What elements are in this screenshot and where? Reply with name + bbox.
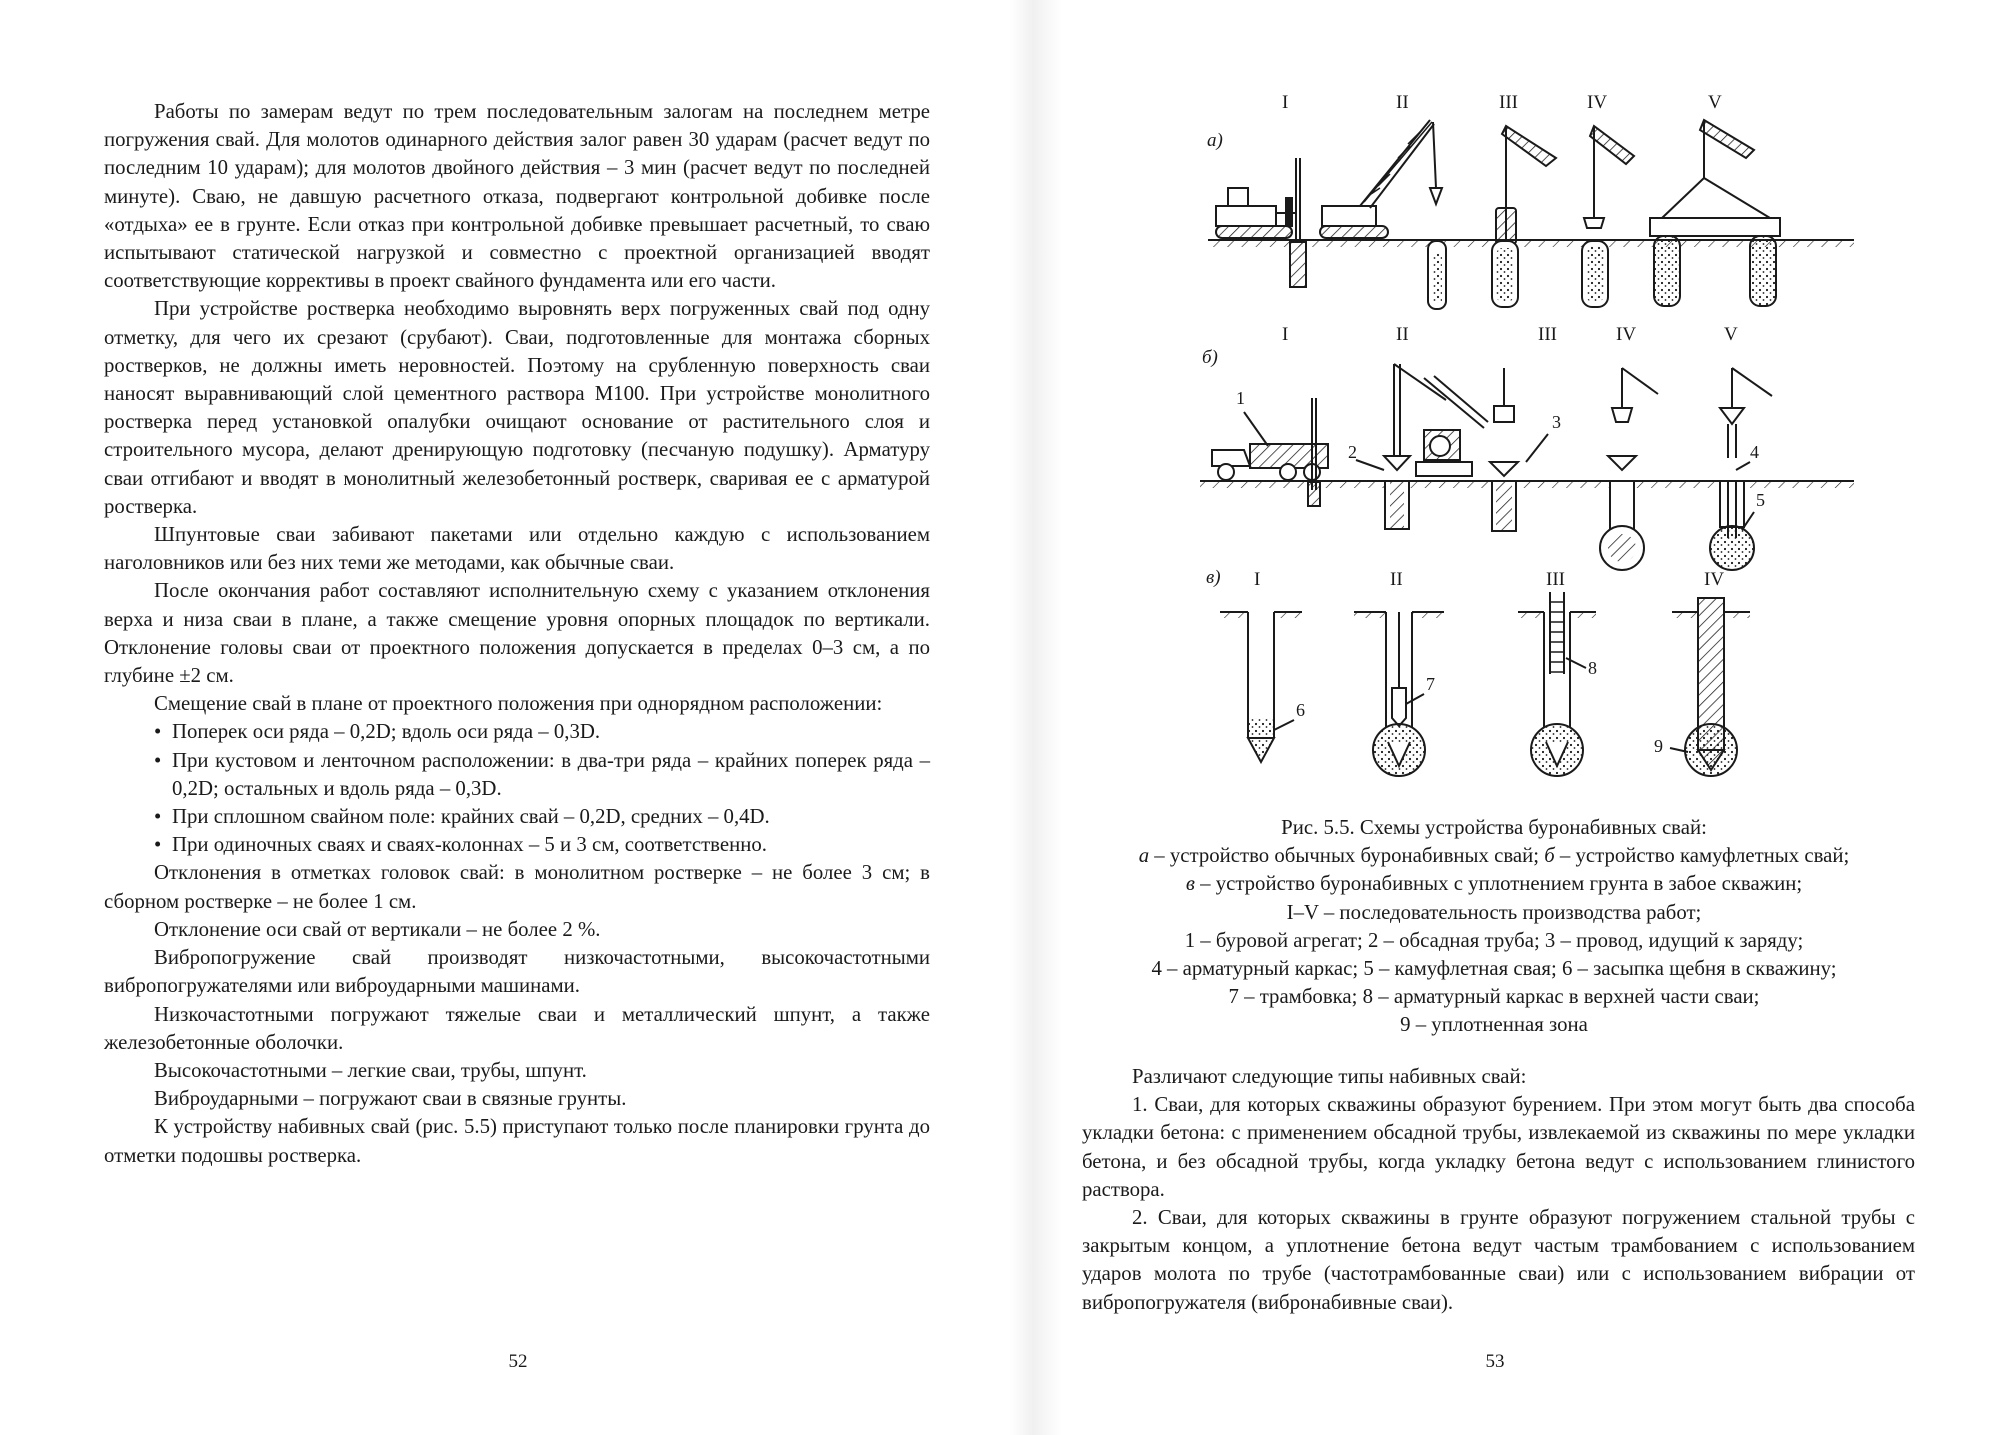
callout-2: 2 — [1348, 442, 1357, 462]
stage-label: II — [1390, 569, 1403, 590]
paragraph: После окончания работ составляют исполнительную схему с указанием отклонения верха и низа сваи в плане, а также смещение уровня опорных площадок по вертикали. Отклонение головы сваи от проектного положения допускается в пределах 0–3 см, а по глубине ±2 см. — [104, 579, 930, 688]
callout-3: 3 — [1552, 412, 1561, 432]
stage-label: II — [1396, 324, 1409, 345]
caption-line: 1 – буровой агрегат; 2 – обсадная труба; 3 – провод, идущий к заряду; — [1184, 928, 1804, 952]
camouflet-pile-v — [1710, 368, 1772, 570]
caption-title: Рис. 5.5. Схемы устройства буронабивных свай: — [1281, 816, 1707, 839]
row-c-label: в) — [1206, 567, 1221, 588]
bullet-item: • При кустовом и ленточном расположении: в два-три ряда – крайних поперек ряда – 0,2D; остальных и вдоль ряда – 0,3D. — [154, 747, 930, 803]
paragraph: Шпунтовые сваи забивают пакетами или отдельно каждую с использованием наголовников или без них теми же методами, как обычные сваи. — [104, 523, 930, 575]
stage-label: IV — [1616, 324, 1637, 345]
row-c — [1206, 567, 1750, 776]
stage-label: I — [1254, 569, 1261, 590]
book-gutter — [1010, 0, 1062, 1435]
crane-excavator — [1320, 120, 1446, 309]
bullet-item: • Поперек оси ряда – 0,2D; вдоль оси ряда – 0,3D. — [154, 718, 930, 746]
caption-line: 9 – уплотненная зона — [1400, 1013, 1588, 1037]
paragraph: Отклонение оси свай от вертикали – не более 2 %. — [154, 917, 601, 941]
right-page-text — [1082, 1063, 1915, 1317]
truck-drilling-unit — [1212, 388, 1328, 506]
bullet-item: • При сплошном свайном поле: крайних свай – 0,2D, средних – 0,4D. — [154, 803, 930, 831]
stage-label: V — [1708, 92, 1722, 113]
casing-with-charge-wire — [1490, 368, 1561, 531]
caption-line: 7 – трамбовка; 8 – арматурный каркас в верхней части сваи; — [1228, 985, 1760, 1009]
pile-stage-v-grillage — [1650, 120, 1780, 306]
callout-9: 9 — [1654, 736, 1663, 756]
caption-text: – устройство камуфлетных свай; — [1554, 844, 1850, 868]
caption-line — [1064, 842, 1924, 870]
figure-caption — [1064, 814, 1924, 1040]
camouflet-bulb-iv — [1600, 368, 1658, 570]
row-b — [1200, 324, 1854, 570]
callout-5: 5 — [1756, 490, 1765, 510]
callout-7: 7 — [1426, 674, 1435, 694]
stage-label: III — [1546, 569, 1565, 590]
pile-stage-iv — [1582, 126, 1634, 307]
caption-line — [1064, 870, 1924, 898]
left-page-text — [104, 98, 930, 1170]
paragraph: 1. Сваи, для которых скважины образуют бурением. При этом могут быть два способа укладки бетона: с применением обсадной трубы, извлекаемой из скважины по мере укладки бетона, и без обсадной трубы, когда укладку бетона ведут с использованием глинистого раствора. — [1082, 1093, 1915, 1201]
page-number-left: 52 — [508, 1351, 528, 1372]
upper-cage-stage — [1518, 592, 1597, 776]
row-a — [1207, 92, 1854, 309]
bullet-list — [104, 718, 930, 859]
page-number-right: 53 — [1485, 1351, 1505, 1372]
callout-1: 1 — [1236, 388, 1245, 408]
paragraph: Различают следующие типы набивных свай: — [1132, 1065, 1527, 1088]
caption-letter-a: а — [1138, 844, 1150, 868]
paragraph: Отклонения в отметках головок свай: в монолитном ростверке – не более 3 см; в сборном ростверке – не более 1 см. — [104, 861, 930, 913]
caption-letter-b: б — [1544, 844, 1555, 868]
stage-label: I — [1282, 324, 1289, 345]
tamping-stage — [1354, 612, 1444, 776]
stage-label: III — [1499, 92, 1518, 113]
paragraph: Виброударными – погружают сваи в связные грунты. — [154, 1087, 627, 1111]
stage-label: III — [1538, 324, 1557, 345]
paragraph: Смещение свай в плане от проектного положения при однорядном расположении: — [154, 692, 883, 716]
stage-label: IV — [1704, 569, 1725, 590]
paragraph: Низкочастотными погружают тяжелые сваи и металлический шпунт, а также железобетонные оболочки. — [104, 1002, 930, 1054]
row-a-label: а) — [1207, 130, 1223, 151]
caption-line: 4 – арматурный каркас; 5 – камуфлетная свая; 6 – засыпка щебня в скважину; — [1151, 957, 1837, 981]
caption-text: – устройство обычных буронабивных свай; — [1149, 844, 1545, 868]
figure-bored-piles — [1184, 78, 1884, 782]
row-b-label: б) — [1202, 347, 1218, 368]
paragraph: 2. Сваи, для которых скважины в грунте образуют погружением стальной трубы с закрытым концом, а уплотнение бетона ведут частым трамбованием с использованием ударов молота по трубе (частотрамбованные сваи) или с использованием вибрации от вибропогружателя (вибронабивные сваи). — [1082, 1206, 1915, 1314]
caption-letter-v: в — [1185, 872, 1195, 896]
paragraph: Высокочастотными – легкие сваи, трубы, шпунт. — [154, 1058, 587, 1082]
drilling-rig — [1216, 158, 1306, 287]
stage-label: I — [1282, 92, 1289, 113]
callout-6: 6 — [1296, 700, 1305, 720]
caption-text: – устройство буронабивных с уплотнением грунта в забое скважин; — [1194, 872, 1803, 896]
callout-4: 4 — [1750, 442, 1759, 462]
stage-label: II — [1396, 92, 1409, 113]
callout-8: 8 — [1588, 658, 1597, 678]
stage-label: IV — [1587, 92, 1608, 113]
paragraph: При устройстве ростверка необходимо выровнять верх погруженных свай под одну отметку, для чего их срезают (срубают). Сваи, подготовленные для монтажа сборных ростверков, не должны иметь неровностей. Поэтому на срубленную поверхность сваи наносят выравнивающий слой цементного раствора М100. При устройстве монолитного ростверка перед установкой опалубки очищают основание от растительного слоя и строительного мусора, делают дренирующую подготовку (песчаную подушку). Арматуру сваи отгибают и вводят в монолитный железобетонный ростверк, сваривая ее с арматурой ростверка. — [104, 297, 930, 518]
caption-line: I–V – последовательность производства работ; — [1286, 900, 1702, 924]
crane-with-casing — [1348, 364, 1488, 529]
stage-label: V — [1724, 324, 1738, 345]
borehole-crushed-stone — [1220, 612, 1305, 762]
paragraph: К устройству набивных свай (рис. 5.5) приступают только после планировки грунта до отметки подошвы ростверка. — [104, 1115, 930, 1167]
figure-drawing — [1184, 78, 1884, 782]
finished-pile-compacted-zone — [1654, 598, 1750, 776]
paragraph: Работы по замерам ведут по трем последовательным залогам на последнем метре погружения свай. Для молотов одинарного действия залог равен 30 ударам (расчет ведут по последним 10 ударам); для молотов двойного действия – 3 мин (расчет ведут по последней минуте). Сваю, не давшую расчетного отказа, подвергают контрольной добивке после «отдыха» ее в грунте. Если отказ при контрольной добивке превышает расчетный, то сваю испытывают статической нагрузкой и совместно с проектной организацией вводят соответствующие коррективы в проект свайного фундамента или его части. — [104, 100, 930, 293]
soil-hatch — [1200, 481, 1854, 488]
paragraph: Вибропогружение свай производят низкочастотными, высокочастотными вибропогружателями или виброударными машинами. — [104, 946, 930, 998]
bullet-item: • При одиночных сваях и сваях-колоннах – 5 и 3 см, соответственно. — [154, 831, 930, 859]
pile-stage-iii — [1492, 126, 1556, 307]
